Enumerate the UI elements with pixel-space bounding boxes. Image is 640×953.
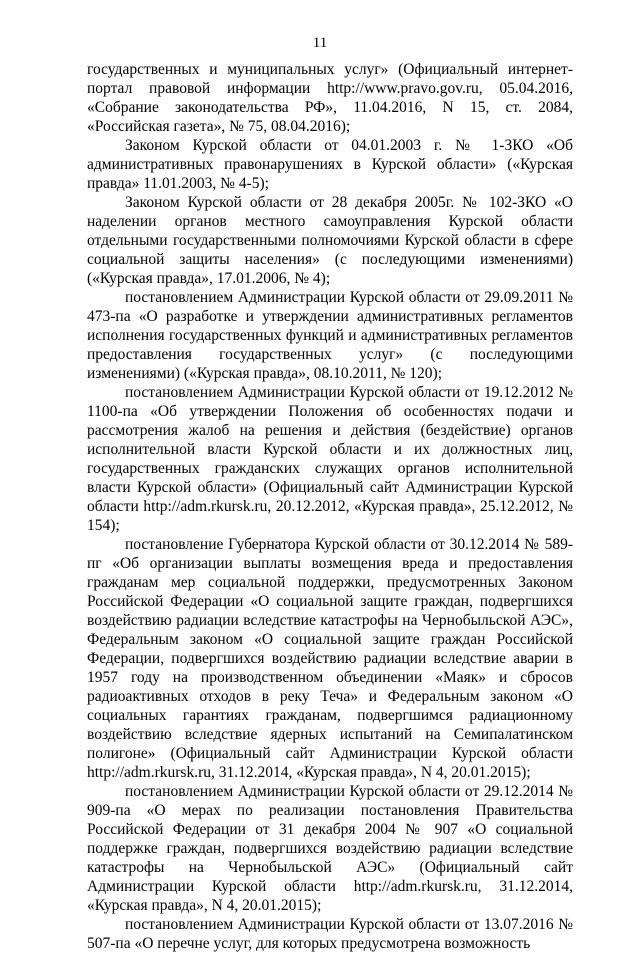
paragraph-resolution-589-pg: постановление Губернатора Курской области от 30.12.2014 № 589-пг «Об организации выплаты возмещения вреда и предоставления гражданам мер социальной поддержки, предусмотренных Законом Российской Федерации «О социальной защите граждан, подвергшихся воздействию радиации вследствие катастрофы на Чернобыльской АЭС», Федеральным законом «О социальной защите граждан Российской Федерации, подвергшихся воздействию радиации вследствие аварии в 1957 году на производственном объединении «Маяк» и сбросов радиоактивных отходов в реку Теча» и Федеральным законом «О социальных гарантиях гражданам, подвергшимся радиационному воздействию вследствие ядерных испытаний на Семипалатинском полигоне» (Официальный сайт Администрации Курской области http://adm.rkursk.ru, 31.12.2014, «Курская правда», N 4, 20.01.2015);	[87, 536, 573, 781]
paragraph-law-1-zko: Законом Курской области от 04.01.2003 г. № 1-ЗКО «Об административных правонарушениях в Курской области» («Курская правда» 11.01.2003, № 4-5);	[87, 137, 573, 192]
paragraph-continuation: государственных и муниципальных услуг» (Официальный интернет-портал правовой информации http://www.pravo.gov.ru, 05.04.2016, «Собрание законодательства РФ», 11.04.2016, N 15, ст. 2084, «Российская газета», № 75, 08.04.2016);	[87, 61, 573, 135]
page-number: 11	[312, 35, 328, 51]
paragraph-resolution-473-pa: постановлением Администрации Курской области от 29.09.2011 № 473-па «О разработке и утверждении административных регламентов исполнения государственных функций и административных регламентов предоставления государственных услуг» (с последующими изменениями) («Курская правда», 08.10.2011, № 120);	[87, 289, 573, 382]
paragraph-resolution-507-pa: постановлением Администрации Курской области от 13.07.2016 № 507-па «О перечне услуг, для которых предусмотрена возможность	[87, 916, 573, 952]
paragraph-resolution-909-pa: постановлением Администрации Курской области от 29.12.2014 № 909-па «О мерах по реализации постановления Правительства Российской Федерации от 31 декабря 2004 № 907 «О социальной поддержке граждан, подвергшихся воздействию радиации вследствие катастрофы на Чернобыльской АЭС» (Официальный сайт Администрации Курской области http://adm.rkursk.ru, 31.12.2014, «Курская правда», N 4, 20.01.2015);	[87, 783, 573, 914]
paragraph-resolution-1100-pa: постановлением Администрации Курской области от 19.12.2012 № 1100-па «Об утверждении Положения об особенностях подачи и рассмотрения жалоб на решения и действия (бездействие) органов исполнительной власти Курской области и их должностных лиц, государственных гражданских служащих органов исполнительной власти Курской области» (Официальный сайт Администрации Курской области http://adm.rkursk.ru, 20.12.2012, «Курская правда», 25.12.2012, № 154);	[87, 384, 573, 534]
document-body	[87, 60, 573, 953]
paragraph-law-102-zko: Законом Курской области от 28 декабря 2005г. № 102-ЗКО «О наделении органов местного самоуправления Курской области отдельными государственными полномочиями Курской области в сфере социальной защиты населения» (с последующими изменениями) («Курская правда», 17.01.2006, № 4);	[87, 194, 573, 287]
